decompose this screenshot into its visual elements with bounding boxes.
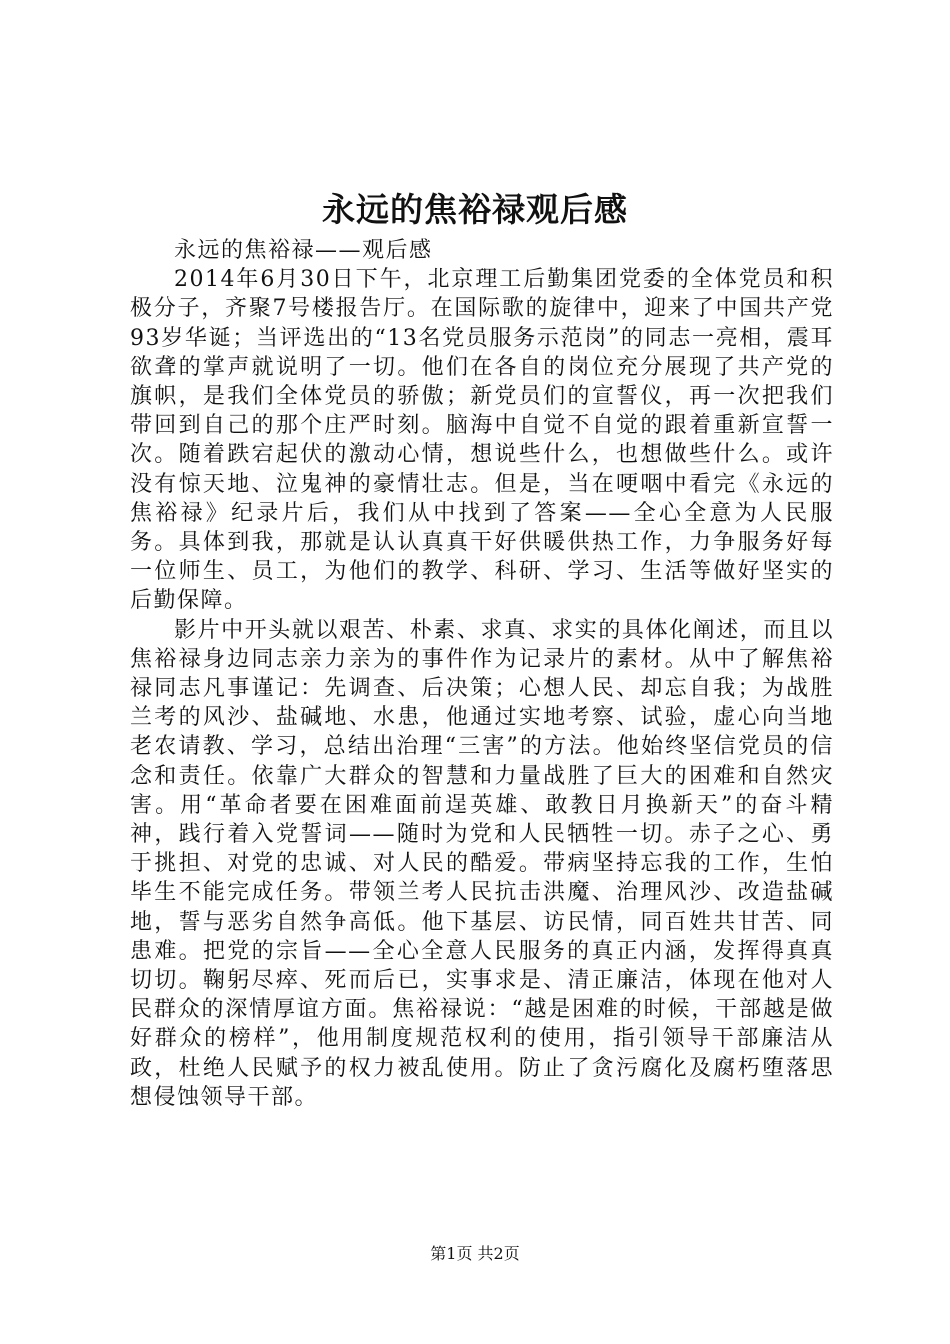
body-paragraph: 2014年6月30日下午，北京理工后勤集团党委的全体党员和积极分子，齐聚7号楼报告厅。在国际歌的旋律中，迎来了中国共产党93岁华诞；当评选出的“13名党员服务示范岗”的同志一亮相，震耳欲聋的掌声就说明了一切。他们在各自的岗位充分展现了共产党的旗帜，是我们全体党员的骄傲；新党员们的宣誓仪，再一次把我们带回到自己的那个庄严时刻。脑海中自觉不自觉的跟着重新宣誓一次。随着跌宕起伏的激动心情，想说些什么，也想做些什么。或许没有惊天地、泣鬼神的豪情壮志。但是，当在哽咽中看完《永远的焦裕禄》纪录片后，我们从中找到了答案——全心全意为人民服务。具体到我，那就是认认真真干好供暖供热工作，力争服务好每一位师生、员工，为他们的教学、科研、学习、生活等做好坚实的后勤保障。: [130, 267, 834, 614]
subtitle-paragraph: 永远的焦裕禄——观后感: [174, 238, 433, 263]
body-paragraph: 影片中开头就以艰苦、朴素、求真、求实的具体化阐述，而且以焦裕禄身边同志亲力亲为的事件作为记录片的素材。从中了解焦裕禄同志凡事谨记：先调查、后决策；心想人民、却忘自我；为战胜兰考的风沙、盐碱地、水患，他通过实地考察、试验，虚心向当地老农请教、学习，总结出治理“三害”的方法。他始终坚信党员的信念和责任。依靠广大群众的智慧和力量战胜了巨大的困难和自然灾害。用“革命者要在困难面前逞英雄、敢教日月换新天”的奋斗精神，践行着入党誓词——随时为党和人民牺牲一切。赤子之心、勇于挑担、对党的忠诚、对人民的酷爱。带病坚持忘我的工作，生怕毕生不能完成任务。带领兰考人民抗击洪魔、治理风沙、改造盐碱地，誓与恶劣自然争高低。他下基层、访民情，同百姓共甘苦、同患难。把党的宗旨——全心全意人民服务的真正内涵，发挥得真真切切。鞠躬尽瘁、死而后已，实事求是、清正廉洁，体现在他对人民群众的深情厚谊方面。焦裕禄说：“越是困难的时候，干部越是做好群众的榜样”，他用制度规范权利的使用，指引领导干部廉洁从政，杜绝人民赋予的权力被乱使用。防止了贪污腐化及腐朽堕落思想侵蚀领导干部。: [130, 617, 834, 1110]
page-number-footer: 第1页 共2页: [430, 1244, 520, 1263]
document-body: [130, 236, 834, 1112]
document-title: 永远的焦裕禄观后感: [322, 190, 628, 229]
